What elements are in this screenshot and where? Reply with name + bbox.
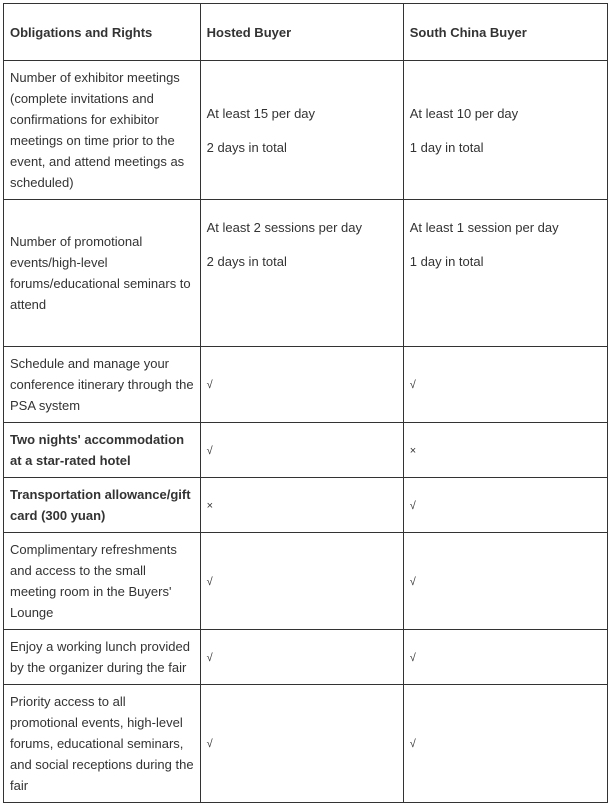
hosted-buyer-cell bbox=[200, 533, 403, 630]
check-mark-icon: √ bbox=[409, 499, 416, 512]
hosted-buyer-cell bbox=[200, 347, 403, 423]
comparison-table bbox=[3, 3, 608, 803]
row-label: Number of exhibitor meetings (complete invitations and confirmations for exhibitor meetings on time prior to the event, and attend meetings as scheduled) bbox=[4, 61, 201, 200]
south-china-buyer-cell bbox=[403, 630, 607, 685]
table-header-row bbox=[4, 4, 608, 61]
check-mark-icon: √ bbox=[409, 379, 416, 391]
south-china-buyer-cell bbox=[403, 423, 607, 478]
south-china-buyer-cell bbox=[403, 61, 607, 200]
cell-value: At least 15 per day bbox=[206, 105, 316, 121]
row-label: Transportation allowance/gift card (300 yuan) bbox=[4, 478, 201, 533]
row-label: Enjoy a working lunch provided by the organizer during the fair bbox=[4, 630, 201, 685]
check-mark-icon: √ bbox=[206, 738, 213, 750]
south-china-buyer-cell bbox=[403, 478, 607, 533]
hosted-buyer-cell bbox=[200, 630, 403, 685]
row-label: Schedule and manage your conference itinerary through the PSA system bbox=[4, 347, 201, 423]
row-label: Priority access to all promotional events, high-level forums, educational seminars, and social receptions during the fair bbox=[4, 685, 201, 803]
row-label: Two nights' accommodation at a star-rated hotel bbox=[4, 423, 201, 478]
check-mark-icon: √ bbox=[409, 575, 416, 588]
row-label: Number of promotional events/high-level forums/educational seminars to attend bbox=[4, 200, 201, 347]
cell-value: At least 1 session per day bbox=[409, 220, 559, 235]
check-mark-icon: √ bbox=[206, 379, 213, 391]
check-mark-icon: √ bbox=[206, 575, 213, 588]
check-mark-icon: √ bbox=[206, 651, 213, 664]
table-row bbox=[4, 533, 608, 630]
table-row bbox=[4, 200, 608, 347]
table-row bbox=[4, 347, 608, 423]
hosted-buyer-cell bbox=[200, 200, 403, 347]
cell-value: At least 10 per day bbox=[409, 105, 519, 121]
table-row bbox=[4, 423, 608, 478]
table-row bbox=[4, 685, 608, 803]
header-obligations-and-rights: Obligations and Rights bbox=[4, 4, 201, 61]
cell-value: 2 days in total bbox=[206, 254, 287, 269]
cross-mark-icon: × bbox=[409, 444, 417, 457]
hosted-buyer-cell bbox=[200, 478, 403, 533]
table-row bbox=[4, 61, 608, 200]
south-china-buyer-cell bbox=[403, 200, 607, 347]
south-china-buyer-cell bbox=[403, 347, 607, 423]
check-mark-icon: √ bbox=[409, 738, 416, 750]
row-label: Complimentary refreshments and access to the small meeting room in the Buyers' Lounge bbox=[4, 533, 201, 630]
header-hosted-buyer: Hosted Buyer bbox=[200, 4, 403, 61]
check-mark-icon: √ bbox=[206, 444, 213, 457]
hosted-buyer-cell bbox=[200, 685, 403, 803]
south-china-buyer-cell bbox=[403, 533, 607, 630]
hosted-buyer-cell bbox=[200, 61, 403, 200]
table-row bbox=[4, 630, 608, 685]
table-row bbox=[4, 478, 608, 533]
cell-value: 2 days in total bbox=[206, 139, 287, 155]
check-mark-icon: √ bbox=[409, 651, 416, 664]
cell-value: 1 day in total bbox=[409, 139, 484, 155]
hosted-buyer-cell bbox=[200, 423, 403, 478]
cell-value: At least 2 sessions per day bbox=[206, 220, 362, 235]
south-china-buyer-cell bbox=[403, 685, 607, 803]
header-south-china-buyer: South China Buyer bbox=[403, 4, 607, 61]
cell-value: 1 day in total bbox=[409, 254, 484, 269]
cross-mark-icon: × bbox=[206, 499, 214, 512]
